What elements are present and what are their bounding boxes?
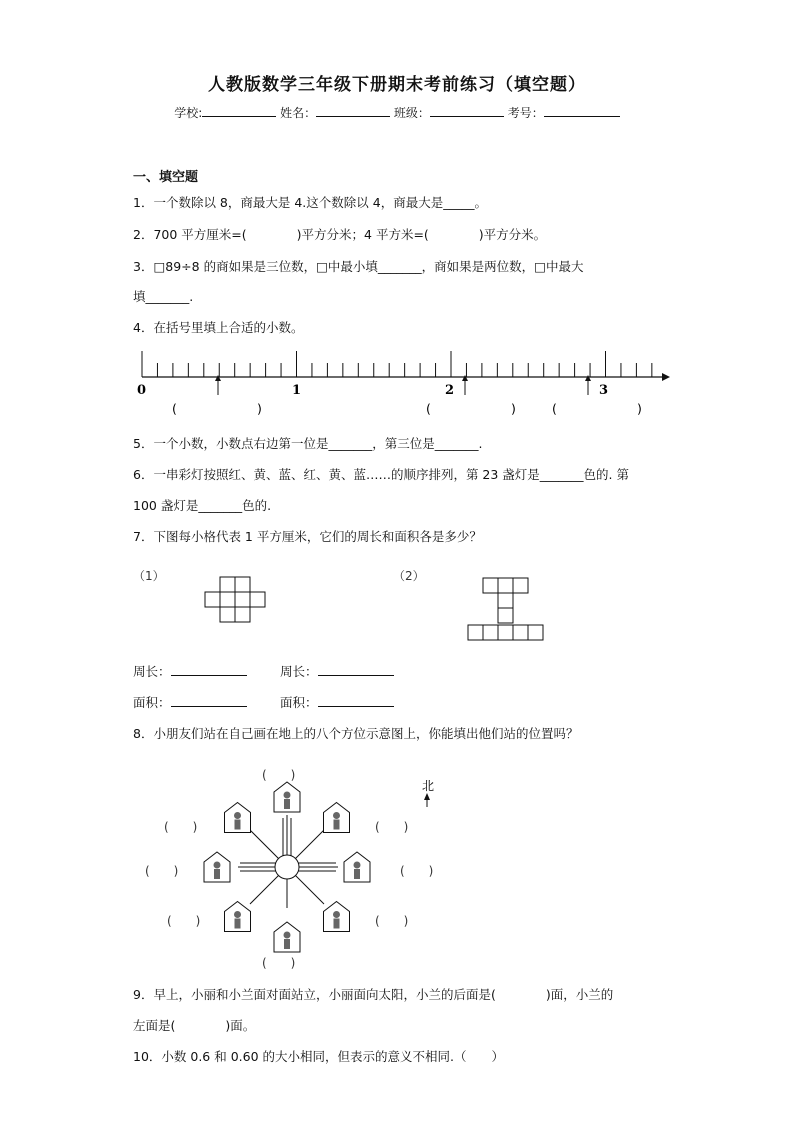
paren-south: ( ) — [262, 956, 296, 970]
pointer-b-head — [462, 375, 468, 381]
area-1-label: 面积： — [133, 695, 171, 710]
perimeter-2-label: 周长： — [280, 664, 318, 679]
school-label: 学校: — [174, 106, 203, 120]
tick-label-3: 3 — [599, 383, 609, 398]
paren-southeast: ( ) — [375, 914, 409, 928]
child-body-north — [284, 799, 290, 809]
perimeter-1-blank[interactable] — [171, 663, 247, 676]
tick-label-2: 2 — [445, 383, 455, 398]
child-head-west — [214, 862, 221, 869]
paren-north: ( ) — [262, 768, 296, 782]
school-field[interactable] — [202, 105, 276, 117]
number-label: 考号： — [507, 106, 544, 120]
number-field[interactable] — [544, 105, 620, 117]
question-3-line2: 填_______. — [133, 289, 194, 304]
north-arrow-head — [424, 793, 430, 800]
child-head-south — [284, 932, 291, 939]
name-field[interactable] — [316, 105, 390, 117]
paren-southwest: ( ) — [167, 914, 201, 928]
class-field[interactable] — [430, 105, 504, 117]
paren-northeast: ( ) — [375, 820, 409, 834]
paren-east: ( ) — [400, 864, 434, 878]
north-label: 北 — [422, 779, 435, 793]
child-body-west — [214, 869, 220, 879]
answer-paren-c-right: ) — [637, 401, 642, 416]
child-head-east — [354, 862, 361, 869]
answer-paren-c-left: ( — [552, 401, 557, 416]
child-body-southwest — [235, 918, 241, 928]
child-head-northeast — [333, 812, 340, 819]
perimeter-1 — [133, 662, 247, 680]
page-title: 人教版数学三年级下册期末考前练习（填空题） — [208, 75, 586, 95]
tick-label-1: 1 — [292, 383, 302, 398]
area-2-label: 面积： — [280, 695, 318, 710]
class-label: 班级： — [393, 106, 430, 120]
answer-paren-b-left: ( — [426, 401, 431, 416]
area-2-blank[interactable] — [318, 694, 394, 707]
student-info-line — [0, 104, 794, 121]
child-head-northwest — [234, 812, 241, 819]
number-line-arrow — [662, 373, 670, 381]
child-head-southeast — [333, 911, 340, 918]
answer-paren-a-right: ) — [257, 401, 262, 416]
question-9-line2: 左面是( )面。 — [133, 1018, 256, 1033]
question-2: 2．700 平方厘米=( )平方分米；4 平方米=( )平方分米。 — [133, 227, 547, 242]
answer-paren-b-right: ) — [511, 401, 516, 416]
child-body-south — [284, 939, 290, 949]
area-1 — [133, 693, 247, 711]
question-9-line1: 9．早上，小丽和小兰面对面站立，小丽面向太阳，小兰的后面是( )面，小兰的 — [133, 987, 614, 1002]
question-10: 10．小数 0.6 和 0.60 的大小相同，但表示的意义不相同.（ ） — [133, 1049, 504, 1064]
figure-1-grid — [204, 576, 268, 624]
section-heading: 一、填空题 — [133, 170, 199, 185]
figure-2-grid — [467, 576, 545, 644]
paren-west: ( ) — [145, 864, 179, 878]
question-4: 4．在括号里填上合适的小数。 — [133, 320, 304, 335]
child-body-east — [354, 869, 360, 879]
child-body-northeast — [333, 820, 339, 830]
area-1-blank[interactable] — [171, 694, 247, 707]
figure-1-label: （1） — [133, 569, 165, 583]
child-body-northwest — [235, 820, 241, 830]
question-8: 8．小朋友们站在自己画在地上的八个方位示意图上，你能填出他们站的位置吗？ — [133, 726, 579, 741]
child-head-southwest — [234, 911, 241, 918]
pointer-a-head — [215, 375, 221, 381]
perimeter-1-label: 周长： — [133, 664, 171, 679]
child-head-north — [284, 792, 291, 799]
number-line-ticks — [142, 351, 652, 377]
paren-northwest: ( ) — [164, 820, 198, 834]
perimeter-2-blank[interactable] — [318, 663, 394, 676]
answer-paren-a-left: ( — [172, 401, 177, 416]
question-5: 5．一个小数，小数点右边第一位是_______，第三位是_______. — [133, 436, 483, 451]
question-1: 1．一个数除以 8，商最大是 4.这个数除以 4，商最大是_____。 — [133, 195, 487, 210]
question-6-line2: 100 盏灯是_______色的. — [133, 498, 272, 513]
figure-2-label: （2） — [393, 569, 425, 583]
question-3-line1: 3．□89÷8 的商如果是三位数，□中最小填_______，商如果是两位数，□中最大 — [133, 259, 584, 274]
question-7: 7．下图每小格代表 1 平方厘米，它们的周长和面积各是多少？ — [133, 529, 482, 544]
question-6-line1: 6．一串彩灯按照红、黄、蓝、红、黄、蓝……的顺序排列，第 23 盏灯是_______色的. 第 — [133, 467, 630, 482]
perimeter-2 — [280, 662, 394, 680]
child-body-southeast — [333, 918, 339, 928]
area-2 — [280, 693, 394, 711]
tick-label-0: 0 — [137, 383, 147, 398]
number-line — [130, 345, 675, 420]
name-label: 姓名： — [280, 106, 317, 120]
